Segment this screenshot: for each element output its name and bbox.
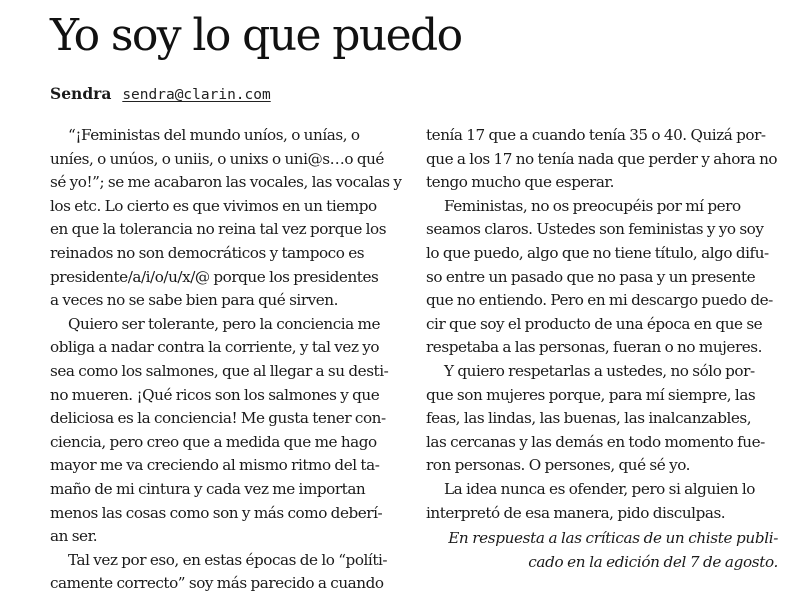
body-line: feas, las lindas, las buenas, las inalcanzables, (426, 409, 752, 428)
body-line: seamos claros. Ustedes son feministas y yo soy (426, 220, 764, 239)
body-line: sé yo!”; se me acabaron las vocales, las vocalas y (50, 173, 402, 192)
body-line: “¡Feministas del mundo uníos, o unías, o (68, 126, 360, 144)
body-line: ron personas. O persones, qué sé yo. (426, 456, 691, 475)
note-line: cado en la edición del 7 de agosto. (528, 552, 778, 571)
body-line: obliga a nadar contra la corriente, y tal vez yo (50, 338, 380, 357)
body-line: lo que puedo, algo que no tiene título, algo difu- (426, 243, 769, 262)
body-line: camente correcto” soy más parecido a cuando (50, 574, 384, 593)
body-line: interpretó de esa manera, pido disculpas. (426, 503, 726, 522)
body-line: uníes, o unúos, o uniis, o unixs o uni@s…o qué (50, 149, 384, 168)
body-line: cir que soy el producto de una época en que se (426, 314, 763, 333)
author-email-link[interactable]: sendra@clarin.com (122, 87, 271, 103)
body-line: que son mujeres porque, para mí siempre, las (426, 385, 756, 404)
body-line: an ser. (50, 527, 98, 546)
body-line: tengo mucho que esperar. (426, 173, 614, 192)
right-column (426, 124, 777, 525)
body-line: maño de mi cintura y cada vez me importan (50, 479, 366, 498)
byline (50, 84, 271, 105)
body-line: sea como los salmones, que al llegar a su desti- (50, 361, 389, 380)
note-line: En respuesta a las críticas de un chiste publi- (448, 529, 778, 547)
body-line: menos las cosas como son y más como deberí- (50, 503, 383, 522)
body-line: deliciosa es la conciencia! Me gusta tener con- (50, 409, 386, 428)
body-line: que a los 17 no tenía nada que perder y ahora no (426, 149, 778, 168)
body-line: Feministas, no os preocupéis por mí pero (444, 196, 741, 215)
body-line: La idea nunca es ofender, pero si alguien lo (444, 479, 755, 498)
body-line: en que la tolerancia no reina tal vez porque los (50, 220, 387, 239)
body-line: los etc. Lo cierto es que vivimos en un tiempo (50, 196, 377, 215)
author-name: Sendra (50, 84, 112, 103)
left-column (50, 124, 402, 596)
body-line: ciencia, pero creo que a medida que me hago (50, 432, 377, 451)
body-line: Quiero ser tolerante, pero la conciencia me (68, 314, 381, 333)
headline: Yo soy lo que puedo (50, 10, 462, 61)
body-line: no mueren. ¡Qué ricos son los salmones y que (50, 385, 380, 404)
body-line: mayor me va creciendo al mismo ritmo del ta- (50, 456, 380, 475)
body-line: tenía 17 que a cuando tenía 35 o 40. Quizá por- (426, 126, 766, 144)
body-line: presidente/a/i/o/u/x/@ porque los presidentes (50, 267, 379, 286)
body-line: que no entiendo. Pero en mi descargo puedo de- (426, 291, 773, 310)
body-line: respetaba a las personas, fueran o no mujeres. (426, 338, 763, 357)
body-line: a veces no se sabe bien para qué sirven. (50, 291, 339, 310)
body-line: Tal vez por eso, en estas épocas de lo “políti- (68, 550, 388, 569)
body-line: las cercanas y las demás en todo momento fue- (426, 432, 765, 451)
body-line: Y quiero respetarlas a ustedes, no sólo por- (444, 361, 755, 380)
body-line: reinados no son democráticos y tampoco es (50, 243, 365, 262)
body-line: so entre un pasado que no pasa y un presente (426, 267, 756, 286)
editorial-note (426, 527, 778, 574)
